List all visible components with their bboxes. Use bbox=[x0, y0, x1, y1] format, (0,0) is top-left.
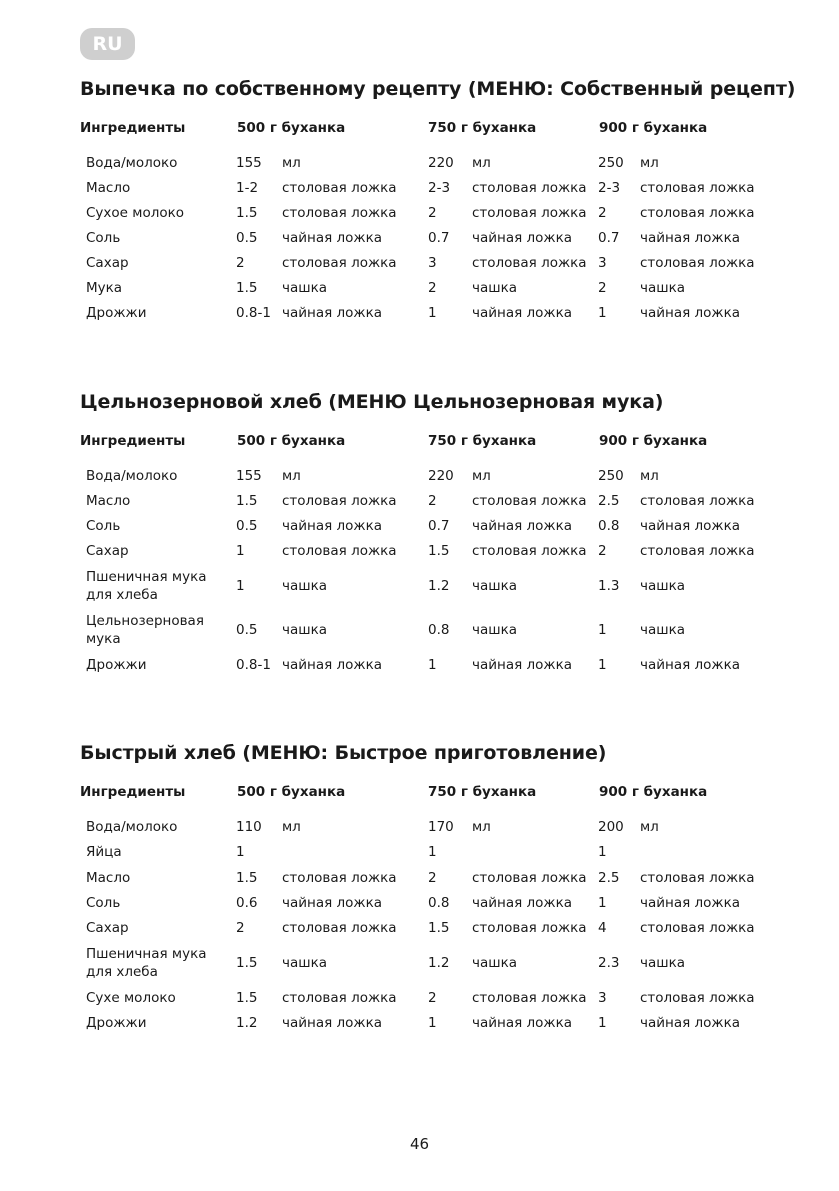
header-900g: 900 г буханка bbox=[599, 120, 708, 136]
section-title: Выпечка по собственному рецепту (МЕНЮ: Собственный рецепт) bbox=[80, 78, 796, 100]
qty-500: 0.5 bbox=[236, 517, 258, 534]
qty-750: 170 bbox=[428, 818, 454, 835]
ingredient-name: Вода/молоко bbox=[86, 467, 178, 484]
header-900g: 900 г буханка bbox=[599, 433, 708, 449]
unit-900: столовая ложка bbox=[640, 492, 755, 509]
qty-500: 1.5 bbox=[236, 279, 258, 296]
qty-500: 1.5 bbox=[236, 989, 258, 1006]
qty-750: 3 bbox=[428, 254, 437, 271]
qty-900: 0.7 bbox=[598, 229, 620, 246]
unit-900: столовая ложка bbox=[640, 254, 755, 271]
table-row bbox=[80, 915, 770, 940]
qty-900: 2 bbox=[598, 279, 607, 296]
qty-900: 2-3 bbox=[598, 179, 621, 196]
qty-500: 155 bbox=[236, 467, 262, 484]
ingredient-name: Масло bbox=[86, 869, 131, 886]
unit-900: чашка bbox=[640, 279, 686, 296]
table-row bbox=[80, 940, 770, 985]
qty-750: 2 bbox=[428, 204, 437, 221]
unit-900: чайная ложка bbox=[640, 894, 741, 911]
qty-900: 1 bbox=[598, 894, 607, 911]
unit-750: чашка bbox=[472, 954, 518, 971]
qty-500: 1 bbox=[236, 577, 245, 594]
qty-900: 200 bbox=[598, 818, 624, 835]
qty-900: 0.8 bbox=[598, 517, 620, 534]
table-row bbox=[80, 250, 770, 275]
ingredient-name: Сахар bbox=[86, 254, 129, 271]
unit-750: чайная ложка bbox=[472, 517, 573, 534]
ingredient-name: Сухе молоко bbox=[86, 989, 176, 1006]
qty-500: 0.6 bbox=[236, 894, 258, 911]
qty-750: 0.8 bbox=[428, 894, 450, 911]
table-row bbox=[80, 814, 770, 839]
header-ingredients: Ингредиенты bbox=[80, 433, 186, 449]
qty-500: 0.8-1 bbox=[236, 656, 271, 673]
unit-500: мл bbox=[282, 467, 301, 484]
qty-750: 1.2 bbox=[428, 577, 450, 594]
recipe-section-quick bbox=[80, 741, 770, 1035]
section-title: Цельнозерновой хлеб (МЕНЮ Цельнозерновая мука) bbox=[80, 391, 664, 413]
ingredient-name: Дрожжи bbox=[86, 1014, 147, 1031]
table-row bbox=[80, 563, 770, 608]
header-500g: 500 г буханка bbox=[237, 784, 346, 800]
unit-750: чайная ложка bbox=[472, 304, 573, 321]
qty-500: 1.2 bbox=[236, 1014, 258, 1031]
ingredient-name: Яйца bbox=[86, 844, 122, 860]
qty-750: 0.8 bbox=[428, 622, 450, 638]
unit-750: чашка bbox=[472, 279, 518, 296]
qty-500: 0.5 bbox=[236, 622, 258, 638]
header-750g: 750 г буханка bbox=[428, 433, 537, 449]
ingredient-name: Вода/молоко bbox=[86, 818, 178, 835]
qty-500: 1-2 bbox=[236, 179, 259, 196]
unit-750: чайная ложка bbox=[472, 1014, 573, 1031]
unit-750: столовая ложка bbox=[472, 254, 587, 271]
unit-750: чашка bbox=[472, 577, 518, 594]
table-row bbox=[80, 200, 770, 225]
qty-750: 2-3 bbox=[428, 179, 451, 196]
header-750g: 750 г буханка bbox=[428, 784, 537, 800]
ingredient-name: Цельнозерновая мука bbox=[86, 613, 204, 647]
qty-500: 2 bbox=[236, 919, 245, 936]
qty-750: 2 bbox=[428, 279, 437, 296]
ingredient-name: Пшеничная мука для хлеба bbox=[86, 945, 207, 980]
unit-500: столовая ложка bbox=[282, 254, 397, 271]
unit-500: чашка bbox=[282, 279, 328, 296]
ingredient-name: Масло bbox=[86, 492, 131, 509]
unit-500: столовая ложка bbox=[282, 204, 397, 221]
qty-750: 2 bbox=[428, 989, 437, 1006]
table-header bbox=[80, 433, 770, 453]
unit-500: мл bbox=[282, 818, 301, 835]
table-row bbox=[80, 652, 770, 677]
unit-900: чашка bbox=[640, 577, 686, 594]
ingredient-name: Мука bbox=[86, 279, 123, 296]
qty-900: 2 bbox=[598, 204, 607, 221]
qty-750: 0.7 bbox=[428, 229, 450, 246]
unit-500: чайная ложка bbox=[282, 229, 383, 246]
language-badge: RU bbox=[80, 28, 135, 60]
unit-750: столовая ложка bbox=[472, 179, 587, 196]
qty-500: 1.5 bbox=[236, 954, 258, 971]
ingredient-name: Дрожжи bbox=[86, 304, 147, 321]
table-row bbox=[80, 839, 770, 865]
table-row bbox=[80, 150, 770, 175]
qty-900: 1 bbox=[598, 656, 607, 673]
qty-750: 0.7 bbox=[428, 517, 450, 534]
unit-750: чайная ложка bbox=[472, 656, 573, 673]
ingredient-name: Вода/молоко bbox=[86, 154, 178, 171]
qty-500: 155 bbox=[236, 154, 262, 171]
unit-900: чайная ложка bbox=[640, 1014, 741, 1031]
unit-500: мл bbox=[282, 154, 301, 171]
qty-500: 1.5 bbox=[236, 204, 258, 221]
qty-500: 1 bbox=[236, 542, 245, 559]
qty-750: 1.2 bbox=[428, 954, 450, 971]
unit-500: столовая ложка bbox=[282, 492, 397, 509]
qty-750: 1.5 bbox=[428, 919, 450, 936]
header-ingredients: Ингредиенты bbox=[80, 784, 186, 800]
qty-500: 1.5 bbox=[236, 869, 258, 886]
header-ingredients: Ингредиенты bbox=[80, 120, 186, 136]
qty-500: 1.5 bbox=[236, 492, 258, 509]
qty-500: 110 bbox=[236, 818, 262, 835]
recipe-section-custom bbox=[80, 77, 796, 325]
unit-900: чайная ложка bbox=[640, 229, 741, 246]
unit-900: столовая ложка bbox=[640, 989, 755, 1006]
unit-750: столовая ложка bbox=[472, 989, 587, 1006]
unit-900: чайная ложка bbox=[640, 517, 741, 534]
qty-900: 3 bbox=[598, 254, 607, 271]
table-row bbox=[80, 538, 770, 563]
unit-900: столовая ложка bbox=[640, 919, 755, 936]
unit-750: столовая ложка bbox=[472, 542, 587, 559]
unit-750: чайная ложка bbox=[472, 894, 573, 911]
unit-900: мл bbox=[640, 467, 659, 484]
qty-900: 1 bbox=[598, 1014, 607, 1031]
unit-900: чайная ложка bbox=[640, 304, 741, 321]
page-number: 46 bbox=[409, 1135, 430, 1153]
qty-750: 2 bbox=[428, 492, 437, 509]
ingredient-name: Сахар bbox=[86, 542, 129, 559]
unit-750: мл bbox=[472, 154, 491, 171]
unit-750: столовая ложка bbox=[472, 869, 587, 886]
table-row bbox=[80, 513, 770, 538]
ingredient-name: Сухое молоко bbox=[86, 204, 185, 221]
qty-900: 1 bbox=[598, 622, 607, 638]
unit-500: чашка bbox=[282, 954, 328, 971]
qty-900: 1 bbox=[598, 304, 607, 321]
unit-500: столовая ложка bbox=[282, 542, 397, 559]
qty-750: 220 bbox=[428, 154, 454, 171]
table-header bbox=[80, 784, 770, 804]
unit-900: мл bbox=[640, 154, 659, 171]
qty-900: 1.3 bbox=[598, 577, 620, 594]
qty-900: 250 bbox=[598, 467, 624, 484]
unit-900: столовая ложка bbox=[640, 204, 755, 221]
recipe-section-wholegrain bbox=[80, 390, 770, 677]
ingredient-name: Соль bbox=[86, 894, 121, 911]
qty-900: 4 bbox=[598, 919, 607, 936]
unit-750: мл bbox=[472, 818, 491, 835]
qty-750: 2 bbox=[428, 869, 437, 886]
table-row bbox=[80, 300, 770, 325]
qty-900: 1 bbox=[598, 844, 607, 860]
qty-900: 2 bbox=[598, 542, 607, 559]
unit-750: чашка bbox=[472, 622, 518, 638]
table-row bbox=[80, 463, 770, 488]
unit-900: столовая ложка bbox=[640, 179, 755, 196]
qty-900: 2.5 bbox=[598, 492, 620, 509]
unit-500: чайная ложка bbox=[282, 894, 383, 911]
table-row bbox=[80, 985, 770, 1010]
unit-500: чайная ложка bbox=[282, 656, 383, 673]
unit-500: чайная ложка bbox=[282, 517, 383, 534]
table-row bbox=[80, 1010, 770, 1035]
qty-750: 1 bbox=[428, 1014, 437, 1031]
unit-750: чайная ложка bbox=[472, 229, 573, 246]
table-row bbox=[80, 275, 770, 300]
table-row bbox=[80, 608, 770, 652]
unit-900: столовая ложка bbox=[640, 542, 755, 559]
unit-900: столовая ложка bbox=[640, 869, 755, 886]
header-500g: 500 г буханка bbox=[237, 433, 346, 449]
unit-500: чайная ложка bbox=[282, 1014, 383, 1031]
table-row bbox=[80, 890, 770, 915]
unit-900: чайная ложка bbox=[640, 656, 741, 673]
qty-750: 1 bbox=[428, 656, 437, 673]
unit-900: чашка bbox=[640, 622, 686, 638]
ingredient-name: Дрожжи bbox=[86, 656, 147, 673]
unit-500: чайная ложка bbox=[282, 304, 383, 321]
ingredient-name: Соль bbox=[86, 229, 121, 246]
header-900g: 900 г буханка bbox=[599, 784, 708, 800]
unit-500: столовая ложка bbox=[282, 179, 397, 196]
ingredient-name: Пшеничная мука для хлеба bbox=[86, 568, 207, 603]
unit-500: чашка bbox=[282, 577, 328, 594]
header-500g: 500 г буханка bbox=[237, 120, 346, 136]
table-row bbox=[80, 488, 770, 513]
qty-900: 2.3 bbox=[598, 954, 620, 971]
unit-500: столовая ложка bbox=[282, 919, 397, 936]
unit-750: мл bbox=[472, 467, 491, 484]
unit-750: столовая ложка bbox=[472, 204, 587, 221]
unit-900: мл bbox=[640, 818, 659, 835]
ingredient-name: Сахар bbox=[86, 919, 129, 936]
ingredients-table bbox=[80, 784, 770, 1035]
ingredients-table bbox=[80, 120, 770, 325]
unit-500: столовая ложка bbox=[282, 869, 397, 886]
qty-900: 2.5 bbox=[598, 869, 620, 886]
qty-900: 3 bbox=[598, 989, 607, 1006]
section-title: Быстрый хлеб (МЕНЮ: Быстрое приготовление) bbox=[80, 742, 607, 764]
unit-900: чашка bbox=[640, 954, 686, 971]
qty-500: 0.5 bbox=[236, 229, 258, 246]
qty-500: 2 bbox=[236, 254, 245, 271]
header-750g: 750 г буханка bbox=[428, 120, 537, 136]
qty-750: 1 bbox=[428, 304, 437, 321]
qty-750: 1.5 bbox=[428, 542, 450, 559]
ingredient-name: Масло bbox=[86, 179, 131, 196]
table-row bbox=[80, 865, 770, 890]
qty-750: 1 bbox=[428, 844, 437, 860]
table-header bbox=[80, 120, 770, 140]
unit-750: столовая ложка bbox=[472, 919, 587, 936]
table-row bbox=[80, 175, 770, 200]
qty-900: 250 bbox=[598, 154, 624, 171]
qty-750: 220 bbox=[428, 467, 454, 484]
unit-500: столовая ложка bbox=[282, 989, 397, 1006]
qty-500: 1 bbox=[236, 844, 245, 860]
ingredient-name: Соль bbox=[86, 517, 121, 534]
ingredients-table bbox=[80, 433, 770, 677]
unit-500: чашка bbox=[282, 622, 328, 638]
table-row bbox=[80, 225, 770, 250]
unit-750: столовая ложка bbox=[472, 492, 587, 509]
qty-500: 0.8-1 bbox=[236, 304, 271, 321]
